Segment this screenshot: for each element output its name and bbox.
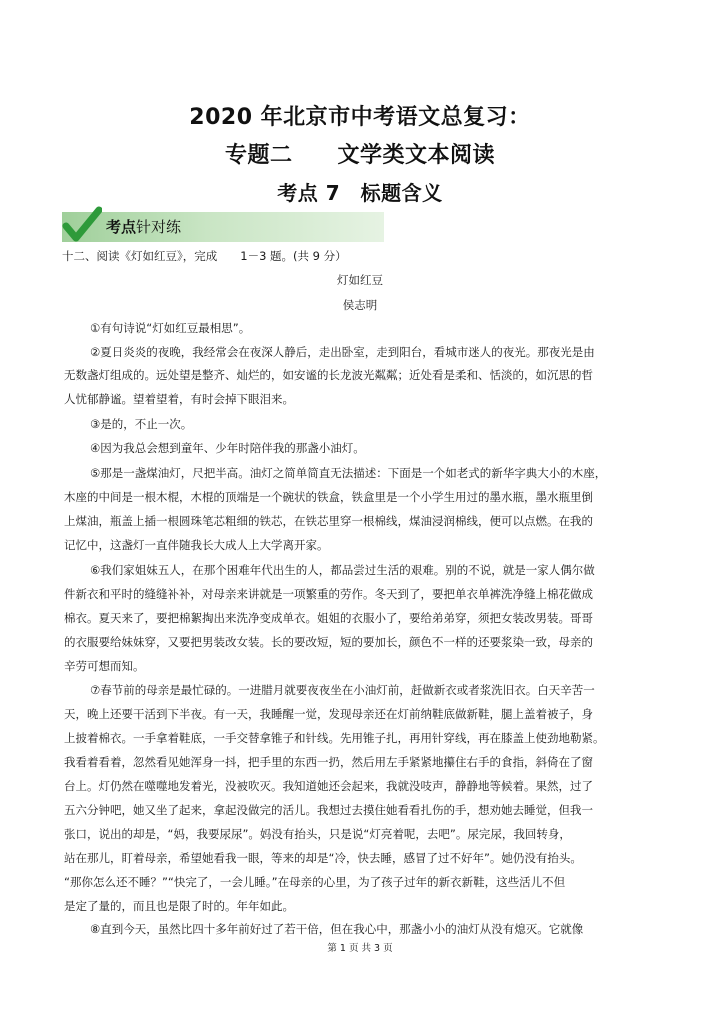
article-line: 的衣服要给妹妹穿，又要把男装改女装。长的要改短，短的要加长，颜色不一样的还要浆染一致，母亲的 [64, 635, 593, 649]
article-line: 棉衣。夏天来了，要把棉絮掏出来洗净变成单衣。姐姐的衣服小了，要给弟弟穿，须把女装改男装。哥哥 [64, 611, 593, 625]
article-line: “那你怎么还不睡？”“快完了，一会儿睡。”在母亲的心里，为了孩子过年的新衣新鞋，这些活儿不但 [64, 875, 566, 889]
article-line: ⑥我们家姐妹五人，在那个困难年代出生的人，都品尝过生活的艰难。别的不说，就是一家人偶尔做 [90, 563, 595, 577]
article-line: ③是的，不止一次。 [90, 417, 193, 431]
article-line: ⑤那是一盏煤油灯，尺把半高。油灯之简单简直无法描述：下面是一个如老式的新华字典大小的木座， [90, 466, 607, 480]
check-icon [62, 206, 102, 246]
article-line: 我看着看着，忽然看见她浑身一抖，把手里的东西一扔，然后用左手紧紧地攥住右手的食指，斜倚在了窗 [64, 755, 593, 769]
article-line: 五六分钟吧，她又坐了起来，拿起没做完的活儿。我想过去摸住她看看扎伤的手，想劝她去睡觉，但我一 [64, 803, 593, 817]
article-line: ④因为我总会想到童年、少年时陪伴我的那盏小油灯。 [90, 441, 365, 455]
question-intro: 十二、阅读《灯如红豆》，完成 1－3 题。(共 9 分） [62, 249, 347, 263]
article-line: 人忧郁静谧。望着望着，有时会掉下眼泪来。 [64, 392, 294, 406]
banner-label-bold: 考点 [106, 218, 137, 236]
article-line: ⑦春节前的母亲是最忙碌的。一进腊月就要夜夜坐在小油灯前，赶做新衣或者浆洗旧衣。白天辛苦一 [90, 683, 595, 697]
article-line: 辛劳可想而知。 [64, 659, 145, 673]
article-line: 站在那儿，盯着母亲，希望她看我一眼，等来的却是“冷，快去睡，感冒了过不好年”。她仍没有抬头。 [64, 851, 582, 865]
doc-title-line3: 考点 7 标题含义 [277, 181, 443, 205]
article-line: 无数盏灯组成的。远处望是整齐、灿烂的，如安谧的长龙波光粼粼；近处看是柔和、恬淡的，如沉思的哲 [64, 368, 593, 382]
article-line: 张口，说出的却是，“妈，我要尿尿”。妈没有抬头，只是说“灯亮着呢，去吧”。尿完尿，我回转身， [64, 827, 571, 841]
article-author: 侯志明 [342, 298, 378, 312]
section-banner [62, 212, 384, 242]
doc-title-line2: 专题二 文学类文本阅读 [224, 143, 495, 168]
article-line: 上煤油，瓶盖上插一根圆珠笔芯粗细的铁芯，在铁芯里穿一根棉线，煤油浸润棉线，便可以点燃。在我的 [64, 514, 593, 528]
article-line: 台上。灯仍然在噬噬地发着光，没被吹灭。我知道她还会起来，我就没吱声，静静地等候着。果然，过了 [64, 779, 593, 793]
page-footer: 第 1 页 共 3 页 [327, 943, 393, 954]
article-line: 木座的中间是一根木棍，木棍的顶端是一个碗状的铁盒，铁盒里是一个小学生用过的墨水瓶，墨水瓶里倒 [64, 490, 593, 504]
article-line: 件新衣和平时的缝缝补补，对母亲来讲就是一项繁重的劳作。冬天到了，要把单衣单裤洗净缝上棉花做成 [64, 587, 593, 601]
banner-label-rest: 针对练 [136, 218, 182, 236]
article-title: 灯如红豆 [337, 273, 383, 287]
banner-label [106, 216, 181, 237]
article-line: 记忆中，这盏灯一直伴随我长大成人上大学离开家。 [64, 538, 329, 552]
article-line: 天，晚上还要干活到下半夜。有一天，我睡醒一觉，发现母亲还在灯前纳鞋底做新鞋，腿上盖着被子，身 [64, 707, 593, 721]
article-line: ②夏日炎炎的夜晚，我经常会在夜深人静后，走出卧室，走到阳台，看城市迷人的夜光。那夜光是由 [90, 345, 595, 359]
article-line: 是定了量的，而且也是限了时的。年年如此。 [64, 899, 294, 913]
article-line: 上披着棉衣。一手拿着鞋底，一手交替拿锥子和针线。先用锥子扎，再用针穿线，再在膝盖上使劲地勒紧。 [64, 731, 605, 745]
article-line: ①有句诗说“灯如红豆最相思”。 [90, 321, 251, 335]
doc-title-line1: 2020 年北京市中考语文总复习： [189, 105, 531, 130]
article-line: ⑧直到今天，虽然比四十多年前好过了若干倍，但在我心中，那盏小小的油灯从没有熄灭。它就像 [90, 922, 584, 936]
